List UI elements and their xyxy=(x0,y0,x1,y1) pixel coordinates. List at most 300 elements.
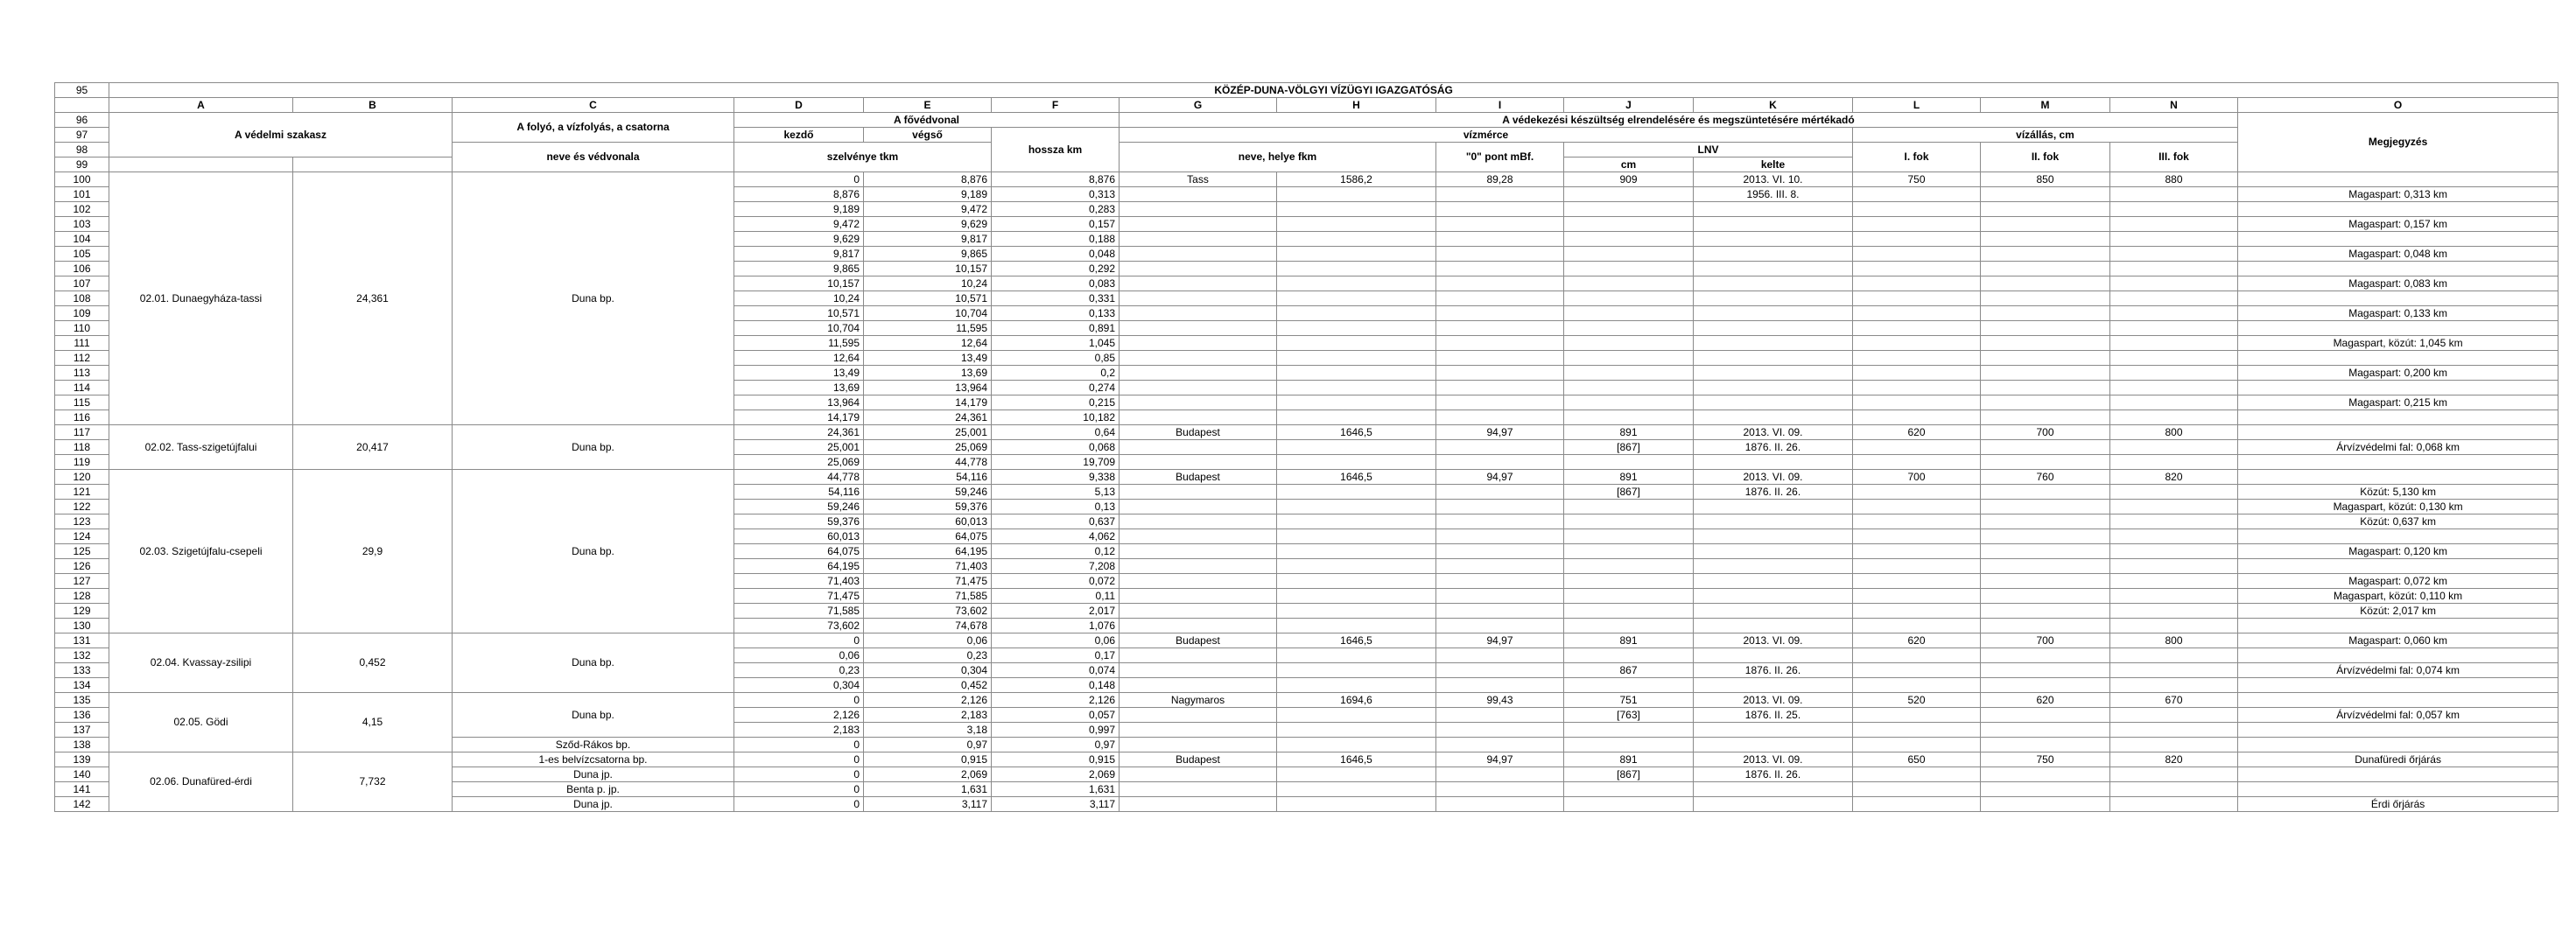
lnv-date-cell[interactable] xyxy=(1694,262,1853,276)
level-2-cell[interactable] xyxy=(1981,306,2110,321)
start-km-cell[interactable]: 0,06 xyxy=(734,648,864,663)
row-number[interactable]: 109 xyxy=(55,306,109,321)
end-km-cell[interactable]: 0,452 xyxy=(864,678,992,693)
length-km-cell[interactable]: 0,64 xyxy=(992,425,1120,440)
lnv-date-cell[interactable] xyxy=(1694,455,1853,470)
lnv-cm-cell[interactable] xyxy=(1564,276,1694,291)
gauge-fkm-cell[interactable] xyxy=(1277,619,1436,634)
length-km-cell[interactable]: 0,12 xyxy=(992,544,1120,559)
level-3-cell[interactable] xyxy=(2110,410,2238,425)
gauge-name-cell[interactable] xyxy=(1120,410,1277,425)
level-1-cell[interactable] xyxy=(1853,500,1981,514)
zero-point-cell[interactable] xyxy=(1436,529,1564,544)
gauge-fkm-cell[interactable] xyxy=(1277,262,1436,276)
zero-point-cell[interactable] xyxy=(1436,410,1564,425)
lnv-date-cell[interactable]: 1876. II. 26. xyxy=(1694,663,1853,678)
level-1-cell[interactable] xyxy=(1853,619,1981,634)
section-length-cell[interactable]: 7,732 xyxy=(293,752,453,812)
level-2-cell[interactable] xyxy=(1981,217,2110,232)
zero-point-cell[interactable] xyxy=(1436,202,1564,217)
gauge-fkm-cell[interactable] xyxy=(1277,708,1436,723)
note-cell[interactable]: Érdi őrjárás xyxy=(2238,797,2558,812)
zero-point-cell[interactable] xyxy=(1436,440,1564,455)
level-2-cell[interactable] xyxy=(1981,708,2110,723)
start-km-cell[interactable]: 14,179 xyxy=(734,410,864,425)
note-cell[interactable] xyxy=(2238,381,2558,396)
start-km-cell[interactable]: 59,246 xyxy=(734,500,864,514)
level-1-cell[interactable] xyxy=(1853,410,1981,425)
end-km-cell[interactable]: 10,24 xyxy=(864,276,992,291)
length-km-cell[interactable]: 0,292 xyxy=(992,262,1120,276)
start-km-cell[interactable]: 0 xyxy=(734,693,864,708)
level-3-cell[interactable] xyxy=(2110,514,2238,529)
gauge-name-cell[interactable]: Tass xyxy=(1120,172,1277,187)
note-cell[interactable]: Árvízvédelmi fal: 0,074 km xyxy=(2238,663,2558,678)
level-2-cell[interactable] xyxy=(1981,396,2110,410)
lnv-date-cell[interactable] xyxy=(1694,678,1853,693)
length-km-cell[interactable]: 1,045 xyxy=(992,336,1120,351)
end-km-cell[interactable]: 2,126 xyxy=(864,693,992,708)
header-megjegyzes[interactable]: Megjegyzés xyxy=(2238,113,2558,172)
gauge-fkm-cell[interactable] xyxy=(1277,738,1436,752)
row-number[interactable]: 103 xyxy=(55,217,109,232)
gauge-fkm-cell[interactable] xyxy=(1277,723,1436,738)
length-km-cell[interactable]: 3,117 xyxy=(992,797,1120,812)
row-number[interactable]: 141 xyxy=(55,782,109,797)
level-3-cell[interactable] xyxy=(2110,544,2238,559)
end-km-cell[interactable]: 71,403 xyxy=(864,559,992,574)
level-2-cell[interactable] xyxy=(1981,678,2110,693)
length-km-cell[interactable]: 0,997 xyxy=(992,723,1120,738)
lnv-cm-cell[interactable] xyxy=(1564,247,1694,262)
start-km-cell[interactable]: 10,157 xyxy=(734,276,864,291)
level-3-cell[interactable] xyxy=(2110,767,2238,782)
length-km-cell[interactable]: 0,891 xyxy=(992,321,1120,336)
level-1-cell[interactable] xyxy=(1853,589,1981,604)
column-letter[interactable]: K xyxy=(1694,98,1853,113)
start-km-cell[interactable]: 9,865 xyxy=(734,262,864,276)
level-3-cell[interactable] xyxy=(2110,648,2238,663)
row-number[interactable]: 99 xyxy=(55,158,109,172)
level-1-cell[interactable] xyxy=(1853,514,1981,529)
end-km-cell[interactable]: 25,001 xyxy=(864,425,992,440)
length-km-cell[interactable]: 0,13 xyxy=(992,500,1120,514)
gauge-name-cell[interactable] xyxy=(1120,708,1277,723)
end-km-cell[interactable]: 54,116 xyxy=(864,470,992,485)
zero-point-cell[interactable] xyxy=(1436,291,1564,306)
gauge-name-cell[interactable]: Budapest xyxy=(1120,634,1277,648)
lnv-date-cell[interactable]: 2013. VI. 09. xyxy=(1694,752,1853,767)
lnv-date-cell[interactable] xyxy=(1694,738,1853,752)
level-2-cell[interactable] xyxy=(1981,648,2110,663)
note-cell[interactable] xyxy=(2238,678,2558,693)
header-kelte[interactable]: kelte xyxy=(1694,158,1853,172)
lnv-date-cell[interactable]: 2013. VI. 09. xyxy=(1694,470,1853,485)
lnv-cm-cell[interactable] xyxy=(1564,500,1694,514)
note-cell[interactable] xyxy=(2238,291,2558,306)
level-1-cell[interactable] xyxy=(1853,351,1981,366)
lnv-cm-cell[interactable]: [867] xyxy=(1564,767,1694,782)
level-2-cell[interactable] xyxy=(1981,604,2110,619)
start-km-cell[interactable]: 13,69 xyxy=(734,381,864,396)
note-cell[interactable] xyxy=(2238,172,2558,187)
header-nullpont[interactable]: "0" pont mBf. xyxy=(1436,143,1564,172)
zero-point-cell[interactable] xyxy=(1436,306,1564,321)
lnv-date-cell[interactable] xyxy=(1694,529,1853,544)
note-cell[interactable]: Magaspart: 0,072 km xyxy=(2238,574,2558,589)
row-number[interactable]: 129 xyxy=(55,604,109,619)
lnv-cm-cell[interactable]: 891 xyxy=(1564,425,1694,440)
end-km-cell[interactable]: 74,678 xyxy=(864,619,992,634)
start-km-cell[interactable]: 0 xyxy=(734,634,864,648)
zero-point-cell[interactable] xyxy=(1436,187,1564,202)
lnv-date-cell[interactable]: 2013. VI. 09. xyxy=(1694,425,1853,440)
lnv-date-cell[interactable]: 1876. II. 26. xyxy=(1694,440,1853,455)
gauge-fkm-cell[interactable] xyxy=(1277,366,1436,381)
start-km-cell[interactable]: 0,23 xyxy=(734,663,864,678)
level-3-cell[interactable] xyxy=(2110,247,2238,262)
gauge-name-cell[interactable] xyxy=(1120,663,1277,678)
lnv-cm-cell[interactable] xyxy=(1564,574,1694,589)
gauge-fkm-cell[interactable] xyxy=(1277,648,1436,663)
start-km-cell[interactable]: 10,704 xyxy=(734,321,864,336)
level-2-cell[interactable] xyxy=(1981,202,2110,217)
river-cell[interactable]: Duna bp. xyxy=(453,470,734,634)
gauge-name-cell[interactable] xyxy=(1120,262,1277,276)
gauge-name-cell[interactable] xyxy=(1120,187,1277,202)
level-3-cell[interactable]: 880 xyxy=(2110,172,2238,187)
length-km-cell[interactable]: 2,126 xyxy=(992,693,1120,708)
level-2-cell[interactable] xyxy=(1981,321,2110,336)
row-number[interactable]: 130 xyxy=(55,619,109,634)
lnv-date-cell[interactable] xyxy=(1694,396,1853,410)
row-number[interactable] xyxy=(55,98,109,113)
lnv-cm-cell[interactable] xyxy=(1564,678,1694,693)
river-cell[interactable]: Duna bp. xyxy=(453,425,734,470)
gauge-name-cell[interactable] xyxy=(1120,232,1277,247)
note-cell[interactable] xyxy=(2238,262,2558,276)
gauge-fkm-cell[interactable] xyxy=(1277,410,1436,425)
row-number[interactable]: 96 xyxy=(55,113,109,128)
zero-point-cell[interactable] xyxy=(1436,514,1564,529)
row-number[interactable]: 128 xyxy=(55,589,109,604)
row-number[interactable]: 110 xyxy=(55,321,109,336)
end-km-cell[interactable]: 44,778 xyxy=(864,455,992,470)
length-km-cell[interactable]: 0,2 xyxy=(992,366,1120,381)
end-km-cell[interactable]: 12,64 xyxy=(864,336,992,351)
header-blank[interactable] xyxy=(293,158,453,172)
gauge-fkm-cell[interactable] xyxy=(1277,574,1436,589)
row-number[interactable]: 134 xyxy=(55,678,109,693)
lnv-date-cell[interactable] xyxy=(1694,217,1853,232)
section-name-cell[interactable]: 02.03. Szigetújfalu-csepeli xyxy=(109,470,293,634)
level-2-cell[interactable] xyxy=(1981,440,2110,455)
end-km-cell[interactable]: 60,013 xyxy=(864,514,992,529)
lnv-cm-cell[interactable] xyxy=(1564,410,1694,425)
note-cell[interactable]: Közút: 0,637 km xyxy=(2238,514,2558,529)
row-number[interactable]: 115 xyxy=(55,396,109,410)
gauge-fkm-cell[interactable] xyxy=(1277,485,1436,500)
gauge-fkm-cell[interactable] xyxy=(1277,589,1436,604)
header-fovedvonal[interactable]: A fővédvonal xyxy=(734,113,1120,128)
level-1-cell[interactable]: 620 xyxy=(1853,425,1981,440)
level-3-cell[interactable] xyxy=(2110,440,2238,455)
lnv-date-cell[interactable] xyxy=(1694,306,1853,321)
row-number[interactable]: 112 xyxy=(55,351,109,366)
level-3-cell[interactable] xyxy=(2110,262,2238,276)
start-km-cell[interactable]: 10,571 xyxy=(734,306,864,321)
gauge-fkm-cell[interactable] xyxy=(1277,276,1436,291)
level-3-cell[interactable]: 670 xyxy=(2110,693,2238,708)
end-km-cell[interactable]: 3,117 xyxy=(864,797,992,812)
zero-point-cell[interactable]: 94,97 xyxy=(1436,634,1564,648)
column-letter[interactable]: B xyxy=(293,98,453,113)
gauge-fkm-cell[interactable] xyxy=(1277,396,1436,410)
level-1-cell[interactable] xyxy=(1853,366,1981,381)
note-cell[interactable] xyxy=(2238,723,2558,738)
river-cell[interactable]: Duna bp. xyxy=(453,634,734,693)
gauge-name-cell[interactable] xyxy=(1120,589,1277,604)
level-1-cell[interactable] xyxy=(1853,782,1981,797)
gauge-fkm-cell[interactable] xyxy=(1277,336,1436,351)
end-km-cell[interactable]: 64,075 xyxy=(864,529,992,544)
gauge-name-cell[interactable] xyxy=(1120,678,1277,693)
gauge-name-cell[interactable] xyxy=(1120,604,1277,619)
gauge-name-cell[interactable] xyxy=(1120,574,1277,589)
note-cell[interactable] xyxy=(2238,782,2558,797)
length-km-cell[interactable]: 0,133 xyxy=(992,306,1120,321)
length-km-cell[interactable]: 0,274 xyxy=(992,381,1120,396)
start-km-cell[interactable]: 25,001 xyxy=(734,440,864,455)
level-3-cell[interactable] xyxy=(2110,291,2238,306)
zero-point-cell[interactable]: 99,43 xyxy=(1436,693,1564,708)
level-3-cell[interactable]: 820 xyxy=(2110,752,2238,767)
zero-point-cell[interactable] xyxy=(1436,767,1564,782)
note-cell[interactable]: Magaspart: 0,157 km xyxy=(2238,217,2558,232)
gauge-name-cell[interactable]: Budapest xyxy=(1120,425,1277,440)
level-3-cell[interactable] xyxy=(2110,782,2238,797)
start-km-cell[interactable]: 0 xyxy=(734,782,864,797)
row-number[interactable]: 106 xyxy=(55,262,109,276)
start-km-cell[interactable]: 0 xyxy=(734,172,864,187)
header-vedelmi-szakasz[interactable]: A védelmi szakasz xyxy=(109,113,453,158)
gauge-fkm-cell[interactable]: 1646,5 xyxy=(1277,634,1436,648)
end-km-cell[interactable]: 10,157 xyxy=(864,262,992,276)
note-cell[interactable]: Közút: 5,130 km xyxy=(2238,485,2558,500)
zero-point-cell[interactable] xyxy=(1436,782,1564,797)
end-km-cell[interactable]: 8,876 xyxy=(864,172,992,187)
level-3-cell[interactable] xyxy=(2110,187,2238,202)
gauge-fkm-cell[interactable] xyxy=(1277,291,1436,306)
level-3-cell[interactable] xyxy=(2110,455,2238,470)
start-km-cell[interactable]: 0,304 xyxy=(734,678,864,693)
lnv-cm-cell[interactable] xyxy=(1564,396,1694,410)
level-1-cell[interactable] xyxy=(1853,232,1981,247)
lnv-cm-cell[interactable] xyxy=(1564,187,1694,202)
level-1-cell[interactable] xyxy=(1853,440,1981,455)
gauge-fkm-cell[interactable] xyxy=(1277,678,1436,693)
level-1-cell[interactable] xyxy=(1853,708,1981,723)
section-name-cell[interactable]: 02.04. Kvassay-zsilipi xyxy=(109,634,293,693)
lnv-date-cell[interactable] xyxy=(1694,366,1853,381)
start-km-cell[interactable]: 73,602 xyxy=(734,619,864,634)
level-2-cell[interactable] xyxy=(1981,247,2110,262)
length-km-cell[interactable]: 0,148 xyxy=(992,678,1120,693)
lnv-date-cell[interactable] xyxy=(1694,381,1853,396)
lnv-date-cell[interactable] xyxy=(1694,559,1853,574)
gauge-fkm-cell[interactable] xyxy=(1277,797,1436,812)
level-1-cell[interactable] xyxy=(1853,187,1981,202)
end-km-cell[interactable]: 9,629 xyxy=(864,217,992,232)
row-number[interactable]: 100 xyxy=(55,172,109,187)
level-2-cell[interactable] xyxy=(1981,455,2110,470)
level-2-cell[interactable] xyxy=(1981,619,2110,634)
length-km-cell[interactable]: 0,188 xyxy=(992,232,1120,247)
lnv-date-cell[interactable] xyxy=(1694,291,1853,306)
note-cell[interactable] xyxy=(2238,559,2558,574)
end-km-cell[interactable]: 9,817 xyxy=(864,232,992,247)
level-3-cell[interactable] xyxy=(2110,232,2238,247)
start-km-cell[interactable]: 24,361 xyxy=(734,425,864,440)
level-2-cell[interactable] xyxy=(1981,366,2110,381)
length-km-cell[interactable]: 0,157 xyxy=(992,217,1120,232)
note-cell[interactable]: Magaspart: 0,048 km xyxy=(2238,247,2558,262)
row-number[interactable]: 127 xyxy=(55,574,109,589)
lnv-date-cell[interactable] xyxy=(1694,514,1853,529)
lnv-cm-cell[interactable] xyxy=(1564,544,1694,559)
end-km-cell[interactable]: 10,571 xyxy=(864,291,992,306)
zero-point-cell[interactable] xyxy=(1436,381,1564,396)
level-3-cell[interactable] xyxy=(2110,381,2238,396)
zero-point-cell[interactable] xyxy=(1436,217,1564,232)
gauge-fkm-cell[interactable]: 1646,5 xyxy=(1277,470,1436,485)
gauge-name-cell[interactable] xyxy=(1120,381,1277,396)
zero-point-cell[interactable] xyxy=(1436,485,1564,500)
level-1-cell[interactable] xyxy=(1853,797,1981,812)
gauge-fkm-cell[interactable] xyxy=(1277,529,1436,544)
length-km-cell[interactable]: 0,068 xyxy=(992,440,1120,455)
zero-point-cell[interactable]: 89,28 xyxy=(1436,172,1564,187)
row-number[interactable]: 108 xyxy=(55,291,109,306)
lnv-date-cell[interactable] xyxy=(1694,276,1853,291)
level-3-cell[interactable] xyxy=(2110,321,2238,336)
lnv-cm-cell[interactable] xyxy=(1564,291,1694,306)
note-cell[interactable] xyxy=(2238,351,2558,366)
lnv-cm-cell[interactable] xyxy=(1564,604,1694,619)
note-cell[interactable] xyxy=(2238,648,2558,663)
end-km-cell[interactable]: 11,595 xyxy=(864,321,992,336)
level-3-cell[interactable] xyxy=(2110,574,2238,589)
end-km-cell[interactable]: 59,376 xyxy=(864,500,992,514)
length-km-cell[interactable]: 1,631 xyxy=(992,782,1120,797)
gauge-fkm-cell[interactable] xyxy=(1277,232,1436,247)
start-km-cell[interactable]: 0 xyxy=(734,797,864,812)
zero-point-cell[interactable] xyxy=(1436,396,1564,410)
level-1-cell[interactable] xyxy=(1853,276,1981,291)
level-3-cell[interactable] xyxy=(2110,589,2238,604)
lnv-cm-cell[interactable] xyxy=(1564,619,1694,634)
level-2-cell[interactable] xyxy=(1981,485,2110,500)
row-number[interactable]: 125 xyxy=(55,544,109,559)
note-cell[interactable] xyxy=(2238,738,2558,752)
level-1-cell[interactable]: 650 xyxy=(1853,752,1981,767)
start-km-cell[interactable]: 64,195 xyxy=(734,559,864,574)
length-km-cell[interactable]: 5,13 xyxy=(992,485,1120,500)
end-km-cell[interactable]: 0,97 xyxy=(864,738,992,752)
note-cell[interactable] xyxy=(2238,693,2558,708)
row-number[interactable]: 113 xyxy=(55,366,109,381)
zero-point-cell[interactable] xyxy=(1436,678,1564,693)
note-cell[interactable]: Magaspart: 0,060 km xyxy=(2238,634,2558,648)
gauge-fkm-cell[interactable] xyxy=(1277,321,1436,336)
lnv-date-cell[interactable] xyxy=(1694,574,1853,589)
zero-point-cell[interactable] xyxy=(1436,708,1564,723)
lnv-cm-cell[interactable]: [867] xyxy=(1564,440,1694,455)
column-letter[interactable]: C xyxy=(453,98,734,113)
length-km-cell[interactable]: 0,17 xyxy=(992,648,1120,663)
lnv-date-cell[interactable] xyxy=(1694,723,1853,738)
level-2-cell[interactable] xyxy=(1981,544,2110,559)
lnv-date-cell[interactable] xyxy=(1694,351,1853,366)
level-1-cell[interactable] xyxy=(1853,738,1981,752)
zero-point-cell[interactable] xyxy=(1436,574,1564,589)
end-km-cell[interactable]: 2,069 xyxy=(864,767,992,782)
header-fok2[interactable]: II. fok xyxy=(1981,143,2110,172)
header-hossza[interactable]: hossza km xyxy=(992,128,1120,172)
gauge-name-cell[interactable] xyxy=(1120,544,1277,559)
row-number[interactable]: 117 xyxy=(55,425,109,440)
level-1-cell[interactable] xyxy=(1853,336,1981,351)
lnv-date-cell[interactable] xyxy=(1694,589,1853,604)
lnv-date-cell[interactable] xyxy=(1694,619,1853,634)
lnv-date-cell[interactable] xyxy=(1694,544,1853,559)
zero-point-cell[interactable]: 94,97 xyxy=(1436,425,1564,440)
note-cell[interactable]: Magaspart: 0,133 km xyxy=(2238,306,2558,321)
lnv-cm-cell[interactable] xyxy=(1564,381,1694,396)
row-number[interactable]: 122 xyxy=(55,500,109,514)
level-1-cell[interactable] xyxy=(1853,485,1981,500)
end-km-cell[interactable]: 73,602 xyxy=(864,604,992,619)
lnv-cm-cell[interactable]: 891 xyxy=(1564,634,1694,648)
river-cell[interactable]: Duna bp. xyxy=(453,172,734,425)
row-number[interactable]: 121 xyxy=(55,485,109,500)
row-number[interactable]: 95 xyxy=(55,83,109,98)
level-3-cell[interactable]: 820 xyxy=(2110,470,2238,485)
level-3-cell[interactable] xyxy=(2110,485,2238,500)
note-cell[interactable] xyxy=(2238,767,2558,782)
lnv-cm-cell[interactable] xyxy=(1564,366,1694,381)
level-2-cell[interactable] xyxy=(1981,559,2110,574)
level-2-cell[interactable] xyxy=(1981,782,2110,797)
gauge-name-cell[interactable] xyxy=(1120,276,1277,291)
note-cell[interactable] xyxy=(2238,470,2558,485)
start-km-cell[interactable]: 71,403 xyxy=(734,574,864,589)
level-2-cell[interactable] xyxy=(1981,589,2110,604)
gauge-name-cell[interactable] xyxy=(1120,291,1277,306)
column-letter[interactable]: N xyxy=(2110,98,2238,113)
row-number[interactable]: 116 xyxy=(55,410,109,425)
header-szelvenye[interactable]: szelvénye tkm xyxy=(734,143,992,172)
level-2-cell[interactable] xyxy=(1981,738,2110,752)
row-number[interactable]: 126 xyxy=(55,559,109,574)
gauge-fkm-cell[interactable] xyxy=(1277,663,1436,678)
level-3-cell[interactable] xyxy=(2110,529,2238,544)
level-1-cell[interactable] xyxy=(1853,648,1981,663)
length-km-cell[interactable]: 9,338 xyxy=(992,470,1120,485)
lnv-date-cell[interactable]: 1876. II. 26. xyxy=(1694,485,1853,500)
length-km-cell[interactable]: 0,97 xyxy=(992,738,1120,752)
lnv-cm-cell[interactable]: 891 xyxy=(1564,470,1694,485)
